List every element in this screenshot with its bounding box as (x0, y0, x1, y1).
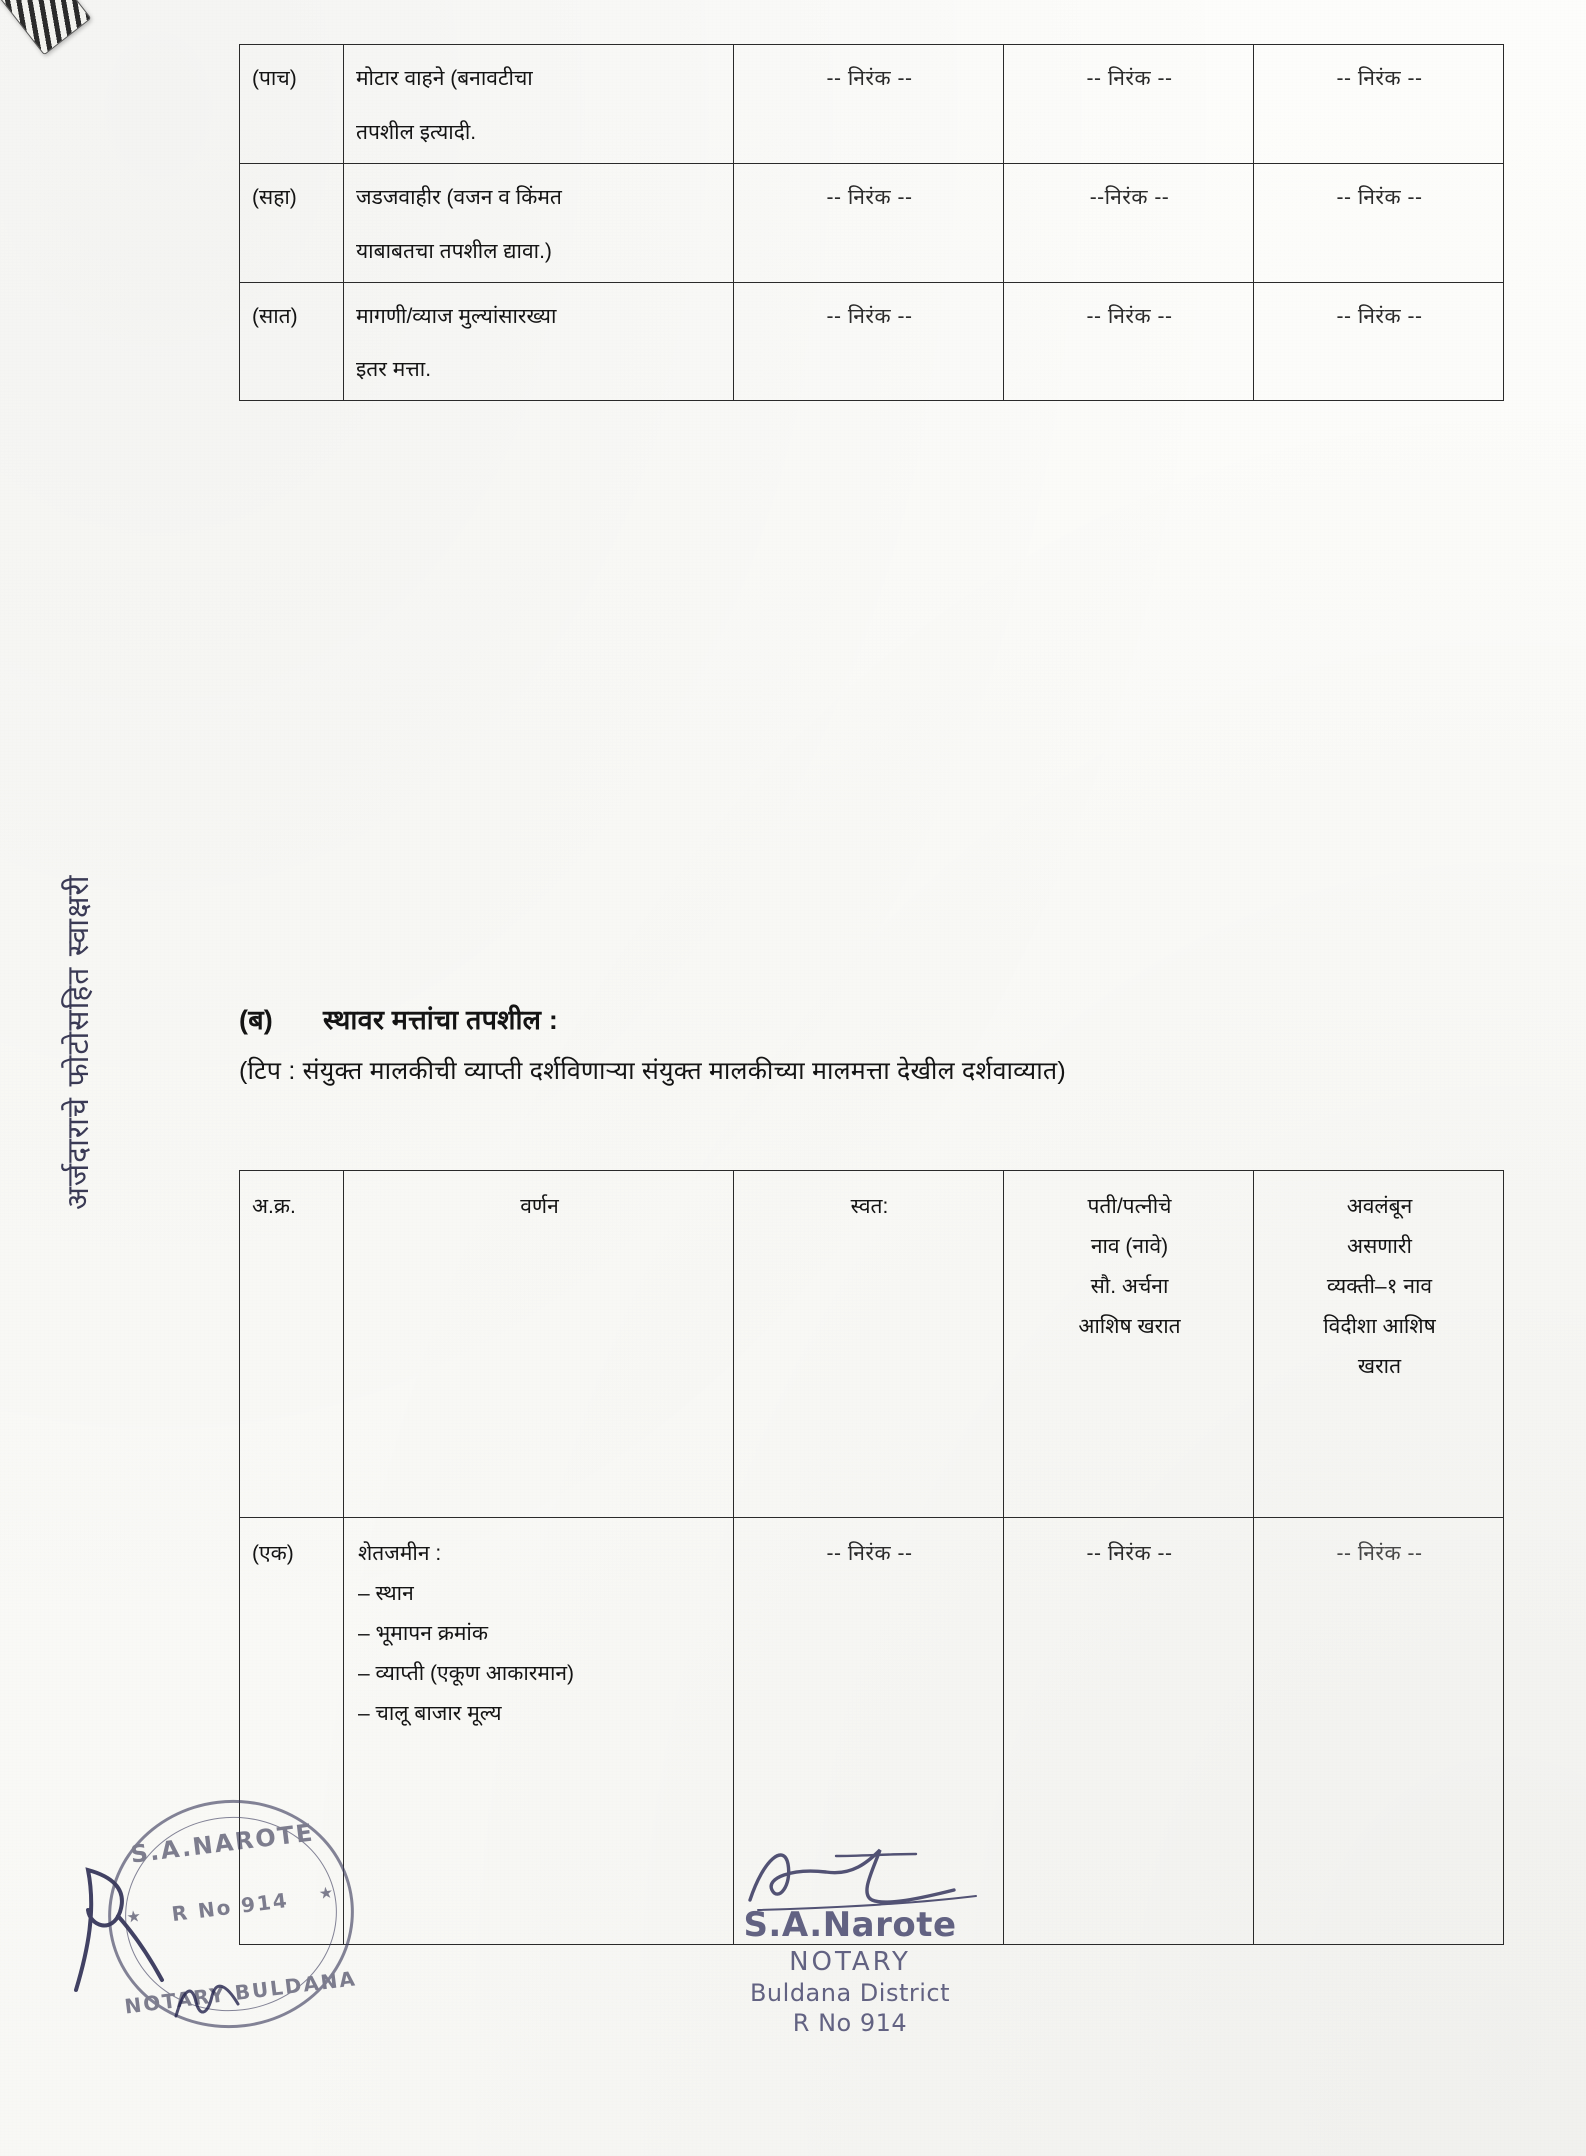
section-title-line (239, 1000, 1529, 1042)
table-header-row (240, 1171, 1504, 1518)
table-row (240, 45, 1504, 164)
value-self: -- निरंक -- (734, 163, 1004, 282)
value-dependent: -- निरंक -- (1254, 45, 1504, 164)
value-spouse: -- निरंक -- (1004, 1518, 1254, 1945)
section-title: स्थावर मत्तांचा तपशील : (323, 1005, 559, 1035)
margin-handwriting: अर्जदाराचे फोटोसहित स्वाक्षरी (61, 874, 96, 1210)
value-dependent: -- निरंक -- (1254, 282, 1504, 401)
value-self: -- निरंक -- (734, 282, 1004, 401)
value-spouse: -- निरंक -- (1004, 45, 1254, 164)
movable-assets-table (239, 44, 1504, 401)
immovable-assets-table (239, 1170, 1504, 1945)
table-row (240, 163, 1504, 282)
stamp-registration: R No 914 (170, 1887, 290, 1927)
row-index: (पाच) (240, 45, 344, 164)
description-line: जडजवाहीर (वजन व किंमत (356, 185, 562, 209)
row-description (344, 163, 734, 282)
notary-name: S.A.Narote (743, 1905, 957, 1945)
notary-district: Buldana District (749, 1979, 951, 2007)
header-line: सौ. अर्चना (1090, 1274, 1169, 1298)
row-index: (सहा) (240, 163, 344, 282)
table-row (240, 282, 1504, 401)
row-description (344, 282, 734, 401)
section-label: (ब) (239, 1005, 273, 1035)
description-line: – स्थान (358, 1581, 414, 1605)
column-header-spouse (1004, 1171, 1254, 1518)
header-line: खरात (1357, 1354, 1402, 1378)
notary-registration: R No 914 (792, 2009, 908, 2037)
section-b-heading (239, 1000, 1529, 1091)
row-index: (एक) (240, 1518, 344, 1945)
header-line: अवलंबून (1346, 1195, 1413, 1218)
row-description (344, 45, 734, 164)
description-line: – भूमापन क्रमांक (358, 1621, 488, 1645)
column-header-description: वर्णन (344, 1171, 734, 1518)
value-spouse: --निरंक -- (1004, 163, 1254, 282)
description-line: तपशील इत्यादी. (356, 120, 477, 144)
stamp-name: S.A.NAROTE (128, 1818, 316, 1869)
description-line: – चालू बाजार मूल्य (358, 1701, 502, 1725)
handwritten-signature-small (168, 1968, 258, 2028)
binding-clip-icon (0, 0, 158, 81)
description-line: याबाबतचा तपशील द्यावा.) (356, 239, 552, 263)
column-header-self: स्वत: (734, 1171, 1004, 1518)
description-line: – व्याप्ती (एकूण आकारमान) (358, 1661, 575, 1685)
value-dependent: -- निरंक -- (1254, 163, 1504, 282)
description-line: शेतजमीन : (358, 1542, 442, 1565)
description-line: मोटार वाहने (बनावटीचा (356, 67, 533, 90)
header-line: पती/पत्नीचे (1087, 1195, 1172, 1218)
header-line: विदीशा आशिष (1323, 1314, 1436, 1338)
value-self: -- निरंक -- (734, 1518, 1004, 1945)
column-header-dependent (1254, 1171, 1504, 1518)
value-dependent: -- निरंक -- (1254, 1518, 1504, 1945)
header-line: नाव (नावे) (1090, 1234, 1169, 1258)
value-self: -- निरंक -- (734, 45, 1004, 164)
column-header-index: अ.क्र. (240, 1171, 344, 1518)
star-icon: ★ (125, 1908, 143, 1927)
stamp-authority: NOTARY BULDANA (123, 1966, 359, 2019)
row-index: (सात) (240, 282, 344, 401)
header-line: असणारी (1347, 1234, 1412, 1258)
header-line: व्यक्ती–१ नाव (1326, 1274, 1433, 1298)
star-icon: ★ (317, 1884, 335, 1904)
notary-signature-block (700, 1905, 1000, 2037)
header-line: आशिष खरात (1078, 1314, 1181, 1338)
row-description (344, 1518, 734, 1945)
value-spouse: -- निरंक -- (1004, 282, 1254, 401)
section-note: (टिप : संयुक्त मालकीची व्याप्ती दर्शविणाऱ्या संयुक्त मालकीच्या मालमत्ता देखील दर्शवाव्यात) (239, 1056, 1066, 1085)
description-line: इतर मत्ता. (356, 358, 432, 382)
notary-role: NOTARY (789, 1947, 911, 1977)
description-line: मागणी/व्याज मुल्यांसारख्या (356, 304, 557, 328)
